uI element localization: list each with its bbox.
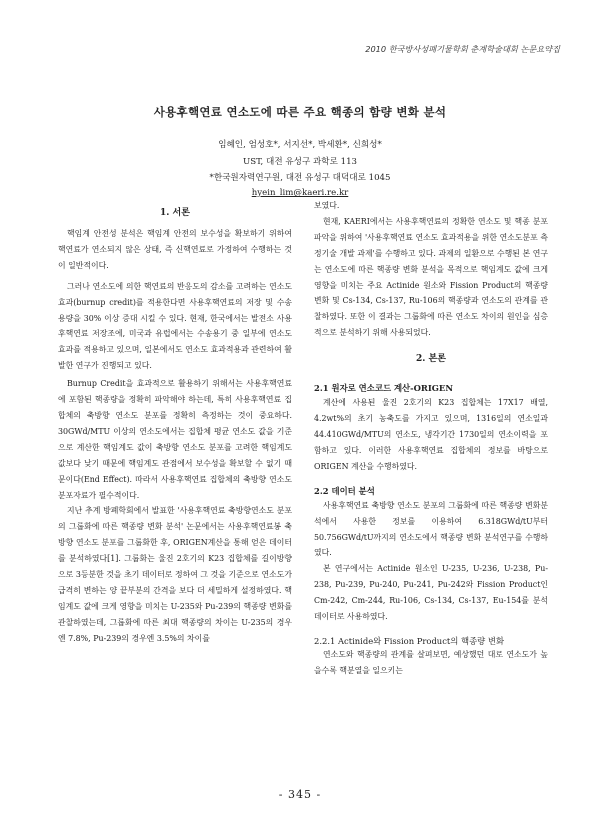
author-list: 임혜인, 엄성호*, 서지선*, 박세환*, 신희성* bbox=[218, 140, 382, 150]
contact-email: hyein_lim@kaeri.re.kr bbox=[251, 188, 349, 198]
main-heading: 2. 본론 bbox=[416, 354, 446, 365]
continued-text: 보였다. bbox=[314, 201, 340, 210]
intro-paragraph-4: 지난 추계 방폐학회에서 발표한 '사용후핵연료 축방향연소도 분포의 그룹화에 따른 핵종량 변화 분석' 논문에서는 사용후핵연료봉 축방향 연소도 분포를 그룹화한 후, ORIGEN계산을 통해 얻은 데이터를 분석하였다[1]. 그룹화는 울진 2호기의 K23 집합체를 길이방향으로 3등분한 것을 초기 데이터로 정하여 그 것을 기준으로 연소도가 급격히 변하는 양 끝부분의 간격을 보다 더 세밀하게 설정하였다. 핵임계도 값에 크게 영향을 미치는 U-235와 Pu-239의 핵종량 변화를 관찰하였는데, 그룹화에 따른 최대 핵종량의 차이는 U-235의 경우엔 7.8%, Pu-239의 경우엔 3.5%의 차이를 bbox=[58, 506, 292, 643]
intro-paragraph-5: 현재, KAERI에서는 사용후핵연료의 정확한 연소도 및 핵종 분포 파악을 위하여 '사용후핵연료 연소도 효과적용을 위한 연소도분포 측정기술 개발 과제'를 수행하고 있다. 과제의 일환으로 수행된 본 연구는 연소도에 따른 핵종량 변화 분석을 목적으로 핵임계도 값에 크게 영향을 미치는 주요 Actinide 원소와 Fission Product의 핵종량 변화 및 Cs-134, Cs-137, Ru-106의 핵종량과 연소도의 관계를 관찰하였다. 또한 이 결과는 그룹화에 따른 연소도 차이의 원인을 심층적으로 분석하기 위해 사용되었다. bbox=[314, 216, 548, 338]
subsection-2-1-paragraph: 계산에 사용된 울진 2호기의 K23 집합체는 17X17 배열, 4.2wt%의 초기 농축도를 가지고 있으며, 1316일의 연소일과 44.410GWd/MTU의 연소도, 냉각기간 1730일의 연소이력을 포함하고 있다. 이러한 사용후핵연료 집합체의 정보를 바탕으로 ORIGEN 계산을 수행하였다. bbox=[314, 398, 548, 471]
proceedings-header: 2010 한국방사성폐기물학회 춘계학술대회 논문요약집 bbox=[365, 44, 560, 54]
page-number: - 345 - bbox=[278, 788, 322, 801]
right-column bbox=[314, 198, 548, 679]
intro-paragraph-3: Burnup Credit을 효과적으로 활용하기 위해서는 사용후핵연료에 포함된 핵종량을 정확히 파악해야 하는데, 특히 사용후핵연료 집합체의 축방향 연소도 분포를 정확히 측정하는 것이 중요하다. 30GWd/MTU 이상의 연소도에서는 집합체 평균 연소도 값을 기준으로 계산한 핵임계도 값이 축방향 연소도 분포를 고려한 핵임계도 값보다 낮기 때문에 핵임계도 관점에서 보수성을 확보할 수 없기 때문이다(End Effect). 따라서 사용후핵연료 집합체의 축방향 연소도 분포자료가 필수적이다. bbox=[58, 379, 292, 500]
affiliation-secondary: *한국원자력연구원, 대전 유성구 대덕대로 1045 bbox=[209, 173, 391, 183]
intro-paragraph-1: 핵임계 안전성 분석은 핵임계 안전의 보수성을 확보하기 위하여 핵연료가 연소되지 않은 상태, 즉 신핵연료로 가정하여 수행하는 것이 일반적이다. bbox=[58, 229, 292, 270]
subsection-2-2-1-heading: 2.2.1 Actinide와 Fission Product의 핵종량 변화 bbox=[314, 635, 505, 646]
subsection-2-2-heading: 2.2 데이터 분석 bbox=[314, 485, 375, 496]
affiliation-primary: UST, 대전 유성구 과학로 113 bbox=[242, 157, 358, 167]
intro-paragraph-2: 그러나 연소도에 의한 핵연료의 반응도의 감소를 고려하는 연소도 효과(burnup credit)를 적용한다면 사용후핵연료의 저장 및 수송 용량을 30% 이상 증대 시킬 수 있다. 현재, 한국에서는 발전소 사용후핵연료 저장조에, 미국과 유럽에서는 수송용기 중 일부에 연소도 효과를 적용하고 있으며, 일본에서도 연소도 효과적용과 관련하여 활발한 연구가 진행되고 있다. bbox=[58, 281, 292, 371]
subsection-2-2-1-paragraph: 연소도와 핵종량의 관계를 살펴보면, 예상했던 대로 연소도가 높을수록 핵분열을 일으키는 bbox=[314, 649, 548, 675]
subsection-2-2-paragraph-1: 사용후핵연료 축방향 연소도 분포의 그룹화에 따른 핵종량 변화분석에서 사용한 정보를 이용하여 6.318GWd/tU부터 50.756GWd/tU까지의 연소도에서 핵종량 변화 분석연구를 수행하였다. bbox=[314, 500, 548, 558]
subsection-2-2-paragraph-2: 본 연구에서는 Actinide 원소인 U-235, U-236, U-238, Pu-238, Pu-239, Pu-240, Pu-241, Pu-242와 Fission Product인 Cm-242, Cm-244, Ru-106, Cs-134, Cs-137, Eu-154를 분석 데이터로 사용하였다. bbox=[314, 564, 548, 622]
paper-title: 사용후핵연료 연소도에 따른 주요 핵종의 함량 변화 분석 bbox=[153, 105, 447, 119]
intro-heading: 1. 서론 bbox=[160, 208, 190, 218]
left-column bbox=[58, 198, 292, 647]
subsection-2-1-heading: 2.1 원자로 연소코드 계산-ORIGEN bbox=[314, 383, 453, 394]
